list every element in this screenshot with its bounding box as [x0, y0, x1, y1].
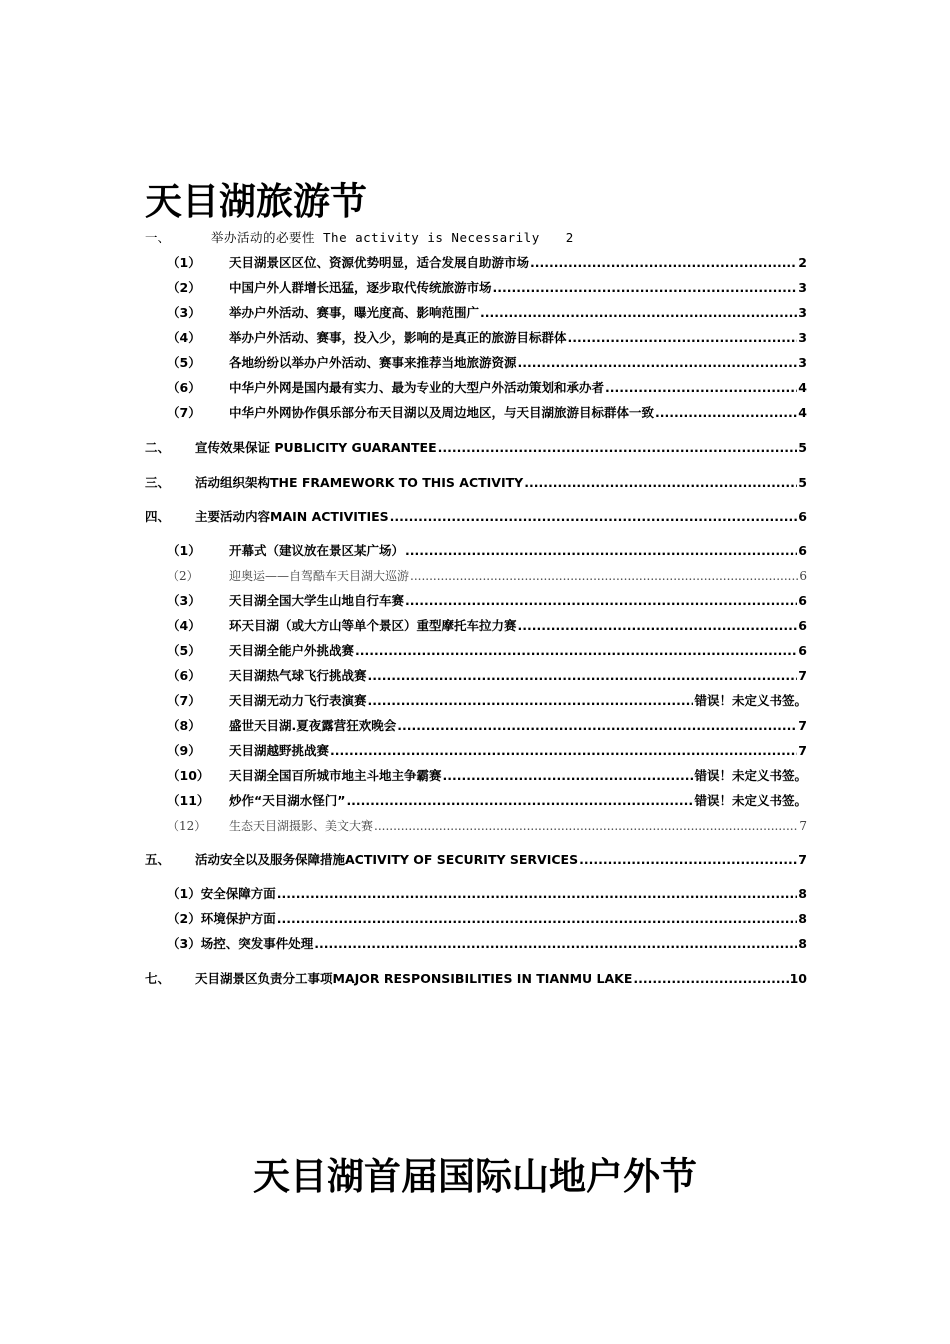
toc-entry-text: 天目湖热气球飞行挑战赛 — [229, 668, 367, 683]
toc-entry-number: （3） — [167, 593, 201, 608]
toc-leader-dots — [405, 543, 797, 559]
toc-entry-text: 场控、突发事件处理 — [200, 936, 314, 951]
toc-entry[interactable] — [145, 564, 807, 584]
toc-entry[interactable] — [145, 739, 807, 759]
toc-entry-text: 天目湖全能户外挑战赛 — [229, 643, 355, 658]
toc-entry-text: 中华户外网协作俱乐部分布天目湖以及周边地区，与天目湖旅游目标群体一致 — [229, 405, 655, 420]
toc-entry-number: （6） — [167, 380, 201, 395]
toc-leader-dots — [633, 971, 788, 987]
toc-entry-number: （3） — [167, 305, 201, 320]
toc-leader-dots — [443, 768, 694, 784]
toc-entry-page: 3 — [798, 330, 807, 345]
toc-entry-number: （1） — [167, 543, 201, 558]
toc-entry[interactable] — [145, 848, 807, 868]
toc-entry-number: （3） — [167, 936, 201, 951]
toc-entry-page: 7 — [799, 819, 807, 833]
toc-entry-number: （7） — [167, 405, 201, 420]
toc-leader-dots — [277, 886, 798, 902]
toc-entry[interactable] — [145, 301, 807, 321]
toc-entry[interactable] — [145, 505, 807, 525]
toc-entry-page: 6 — [798, 618, 807, 633]
toc-leader-dots — [397, 718, 797, 734]
toc-entry-text: 中华户外网是国内最有实力、最为专业的大型户外活动策划和承办者 — [229, 380, 605, 395]
toc-entry[interactable] — [145, 226, 807, 246]
toc-entry[interactable] — [145, 351, 807, 371]
toc-entry-page: 10 — [789, 971, 807, 986]
toc-entry-number: （4） — [167, 330, 201, 345]
toc-entry-text: 环天目湖（或大方山等单个景区）重型摩托车拉力赛 — [229, 618, 517, 633]
toc-entry-page: 2 — [565, 230, 574, 245]
toc-entry-number: （5） — [167, 643, 201, 658]
toc-entry[interactable] — [145, 539, 807, 559]
toc-leader-dots — [518, 618, 798, 634]
toc-entry-page: 4 — [798, 405, 807, 420]
toc-entry-page-error: 错误！未定义书签。 — [694, 793, 807, 808]
toc-entry-text: 开幕式（建议放在景区某广场） — [229, 543, 405, 558]
toc-entry-page: 3 — [798, 305, 807, 320]
toc-leader-dots — [368, 693, 694, 709]
toc-leader-dots — [480, 305, 797, 321]
toc-entry[interactable] — [145, 436, 807, 456]
toc-leader-dots — [314, 936, 797, 952]
toc-entry-number: （9） — [167, 743, 201, 758]
toc-entry-text: 举办户外活动、赛事，投入少，影响的是真正的旅游目标群体 — [229, 330, 567, 345]
toc-entry-number: （12） — [167, 819, 207, 833]
toc-leader-dots — [368, 668, 798, 684]
toc-entry-page: 5 — [798, 440, 807, 455]
toc-entry[interactable] — [145, 276, 807, 296]
toc-entry-text: 天目湖景区负责分工事项MAJOR RESPONSIBILITIES IN TIANMU LAKE — [195, 971, 633, 986]
toc-entry-text: 天目湖无动力飞行表演赛 — [229, 693, 367, 708]
toc-entry-number: 七、 — [145, 971, 171, 986]
toc-entry-page: 5 — [798, 475, 807, 490]
toc-entry-number: （8） — [167, 718, 201, 733]
toc-entry-page: 8 — [798, 886, 807, 901]
toc-entry-page: 4 — [798, 380, 807, 395]
toc-entry-text: 活动安全以及服务保障措施ACTIVITY OF SECURITY SERVICES — [195, 852, 579, 867]
toc-entry-text: 中国户外人群增长迅猛，逐步取代传统旅游市场 — [229, 280, 492, 295]
toc-entry[interactable] — [145, 589, 807, 609]
toc-entry-text: 各地纷纷以举办户外活动、赛事来推荐当地旅游资源 — [229, 355, 517, 370]
toc-entry[interactable] — [145, 376, 807, 396]
toc-leader-dots — [568, 330, 798, 346]
toc-entry-number: 五、 — [145, 852, 171, 867]
toc-entry-text: 主要活动内容MAIN ACTIVITIES — [195, 509, 389, 524]
toc-entry-page: 7 — [798, 718, 807, 733]
toc-leader-dots — [655, 405, 797, 421]
toc-entry-text: 举办户外活动、赛事，曝光度高、影响范围广 — [229, 305, 480, 320]
toc-entry[interactable] — [145, 789, 807, 809]
toc-entry-number: （2） — [167, 280, 201, 295]
toc-leader-dots — [493, 280, 798, 296]
toc-leader-dots — [277, 911, 798, 927]
toc-entry-page: 6 — [798, 643, 807, 658]
toc-entry-page: 8 — [798, 911, 807, 926]
toc-entry[interactable] — [145, 814, 807, 834]
toc-leader-dots — [330, 743, 797, 759]
toc-entry-page: 8 — [798, 936, 807, 951]
toc-entry-page-error: 错误！未定义书签。 — [694, 693, 807, 708]
toc-entry[interactable] — [145, 689, 807, 709]
toc-entry-text: 宣传效果保证 PUBLICITY GUARANTEE — [195, 440, 437, 455]
toc-leader-dots — [438, 440, 798, 456]
toc-entry[interactable] — [145, 326, 807, 346]
toc-entry-number: （11） — [167, 793, 210, 808]
toc-entry-number: （2） — [167, 911, 201, 926]
document-title: 天目湖旅游节 — [145, 180, 367, 223]
toc-entry-page: 6 — [798, 593, 807, 608]
toc-entry-text: 环境保护方面 — [200, 911, 276, 926]
toc-entry-page: 2 — [798, 255, 807, 270]
toc-entry-text: 天目湖越野挑战赛 — [229, 743, 330, 758]
toc-entry[interactable] — [145, 932, 807, 952]
toc-entry-text: 天目湖全国大学生山地自行车赛 — [229, 593, 405, 608]
toc-entry[interactable] — [145, 882, 807, 902]
toc-entry-page: 6 — [799, 569, 807, 583]
toc-leader-dots — [346, 793, 693, 809]
toc-entry-number: 二、 — [145, 440, 171, 455]
toc-entry-number: （10） — [167, 768, 210, 783]
toc-leader-dots — [518, 355, 798, 371]
toc-entry-text: 举办活动的必要性 The activity is Necessarily — [211, 230, 540, 245]
toc-leader-dots — [390, 509, 798, 525]
toc-leader-dots — [605, 380, 797, 396]
toc-entry[interactable] — [145, 401, 807, 421]
toc-entry[interactable] — [145, 664, 807, 684]
toc-entry-text: 天目湖景区区位、资源优势明显，适合发展自助游市场 — [229, 255, 530, 270]
toc-entry-text: 生态天目湖摄影、美文大赛 — [229, 819, 374, 833]
toc-entry-number: （4） — [167, 618, 201, 633]
toc-entry[interactable] — [145, 614, 807, 634]
toc-entry-number: （1） — [167, 886, 201, 901]
toc-entry-page: 6 — [798, 509, 807, 524]
toc-entry[interactable] — [145, 471, 807, 491]
toc-leader-dots — [579, 852, 797, 868]
toc-entry-page: 6 — [798, 543, 807, 558]
toc-entry[interactable] — [145, 639, 807, 659]
toc-entry-page: 7 — [798, 852, 807, 867]
toc-entry-text: 迎奥运——自驾酷车天目湖大巡游 — [229, 569, 410, 583]
toc-entry-number: （7） — [167, 693, 201, 708]
toc-leader-dots — [524, 475, 797, 491]
toc-entry-text: 盛世天目湖.夏夜露营狂欢晚会 — [229, 718, 397, 733]
toc-entry-number: （1） — [167, 255, 201, 270]
toc-leader-dots — [374, 818, 798, 834]
toc-entry[interactable] — [145, 251, 807, 271]
toc-entry[interactable] — [145, 714, 807, 734]
toc-entry[interactable] — [145, 764, 807, 784]
toc-entry-number: 一、 — [145, 230, 171, 245]
toc-entry-page: 3 — [798, 280, 807, 295]
toc-leader-dots — [405, 593, 797, 609]
toc-entry-page: 7 — [798, 743, 807, 758]
toc-leader-dots — [530, 255, 797, 271]
toc-entry[interactable] — [145, 907, 807, 927]
toc-entry-number: （5） — [167, 355, 201, 370]
toc-entry-number: 四、 — [145, 509, 171, 524]
toc-entry[interactable] — [145, 967, 807, 987]
toc-entry-text: 天目湖全国百所城市地主斗地主争霸赛 — [229, 768, 442, 783]
toc-entry-page: 7 — [798, 668, 807, 683]
toc-entry-page: 3 — [798, 355, 807, 370]
toc-entry-text: 炒作“天目湖水怪门” — [229, 793, 346, 808]
toc-entry-text: 安全保障方面 — [200, 886, 276, 901]
toc-entry-number: （6） — [167, 668, 201, 683]
toc-entry-number: 三、 — [145, 475, 171, 490]
toc-leader-dots — [355, 643, 797, 659]
toc-entry-page-error: 错误！未定义书签。 — [694, 768, 807, 783]
toc-entry-text: 活动组织架构THE FRAMEWORK TO THIS ACTIVITY — [195, 475, 524, 490]
festival-heading: 天目湖首届国际山地户外节 — [253, 1155, 697, 1198]
toc-leader-dots — [410, 568, 798, 584]
toc-entry-number: （2） — [167, 569, 199, 583]
